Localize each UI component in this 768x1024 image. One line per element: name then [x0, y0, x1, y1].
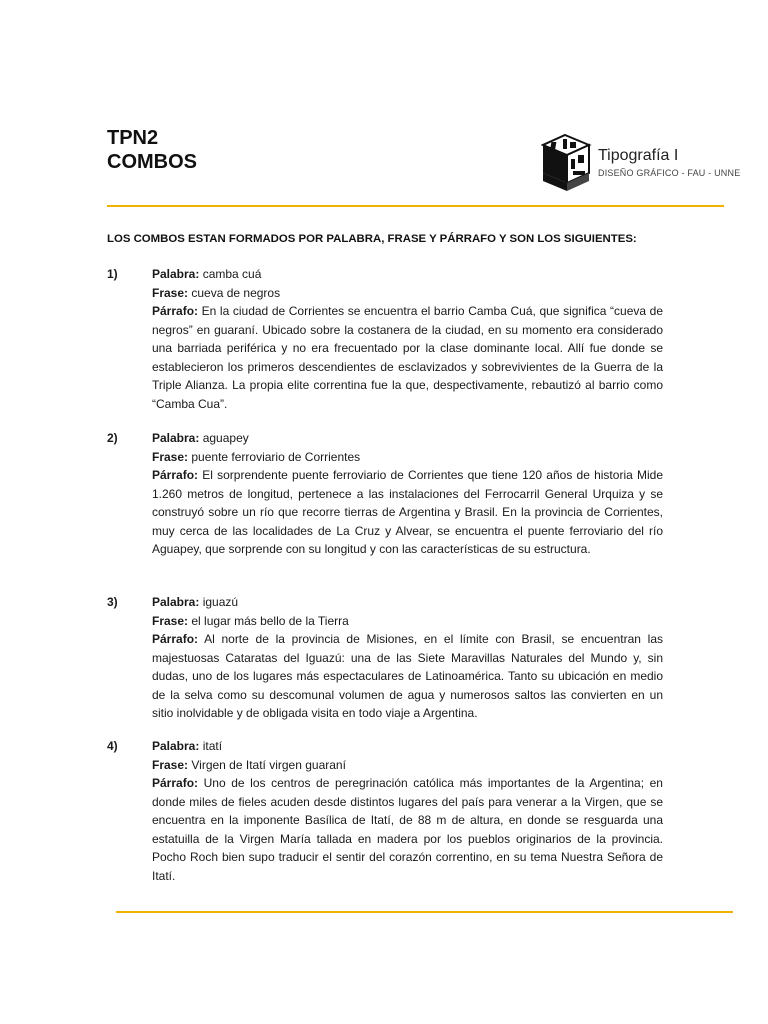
palabra-row — [152, 265, 663, 284]
combo-number: 3) — [107, 595, 118, 609]
parrafo-row — [152, 466, 663, 559]
combo-number: 4) — [107, 739, 118, 753]
title-line-2: COMBOS — [107, 151, 197, 173]
palabra-value: iguazú — [202, 595, 239, 609]
frase-row — [152, 612, 663, 631]
palabra-label: Palabra: — [152, 267, 200, 281]
parrafo-label: Párrafo: — [152, 632, 199, 646]
frase-row — [152, 756, 663, 775]
frase-label: Frase: — [152, 613, 189, 628]
frase-value: Virgen de Itatí virgen guaraní — [191, 757, 346, 772]
parrafo-label: Párrafo: — [152, 304, 199, 318]
logo-title: Tipografía I — [598, 147, 679, 164]
bottom-divider — [116, 911, 733, 913]
parrafo-label: Párrafo: — [152, 468, 199, 482]
intro-heading: LOS COMBOS ESTAN FORMADOS POR PALABRA, FRASE Y PÁRRAFO Y SON LOS SIGUIENTES: — [107, 233, 637, 245]
frase-value: puente ferroviario de Corrientes — [191, 449, 361, 464]
palabra-row — [152, 429, 663, 448]
palabra-row — [152, 737, 663, 756]
combo-body — [152, 265, 663, 413]
frase-value: cueva de negros — [191, 285, 281, 300]
parrafo-row — [152, 302, 663, 413]
combo-body — [152, 737, 663, 885]
frase-row — [152, 448, 663, 467]
parrafo-row — [152, 774, 663, 885]
frase-label: Frase: — [152, 449, 189, 464]
logo-subtitle: DISEÑO GRÁFICO - FAU - UNNE — [598, 168, 741, 178]
palabra-label: Palabra: — [152, 595, 200, 609]
palabra-row — [152, 593, 663, 612]
combo-body — [152, 429, 663, 559]
frase-row — [152, 284, 663, 303]
course-logo — [541, 133, 741, 193]
combo-number: 2) — [107, 431, 118, 445]
parrafo-value: Uno de los centros de peregrinación católica más importantes de la Argentina; en donde miles de fieles acuden desde distintos lugares del país para venerar a la Virgen, que se encuentra en la imponente Basílica de Itatí, de 88 m de altura, en donde se resguarda una estatuilla de la Virgen María tallada en madera por los pueblos originarios de la provincia. Pocho Roch bien supo traducir el sentir del corazón correntino, en su tema Nuestra Señora de Itatí. — [152, 776, 663, 883]
frase-value: el lugar más bello de la Tierra — [191, 613, 349, 628]
document-title — [107, 126, 197, 174]
title-line-1: TPN2 — [107, 127, 159, 149]
palabra-value: camba cuá — [202, 267, 262, 281]
isometric-type-block-icon — [541, 133, 595, 193]
combo-number: 1) — [107, 267, 118, 281]
parrafo-value: En la ciudad de Corrientes se encuentra el barrio Camba Cuá, que significa “cueva de negros” en guaraní. Ubicado sobre la costanera de la ciudad, en su momento era considerado una barriada periférica y no era frecuentado por la clase dominante local. Allí fue donde se establecieron los primeros descendientes de esclavizados y sobrevivientes de la Guerra de la Triple Alianza. La propia elite correntina fue la que, despectivamente, rebautizó al barrio como “Camba Cua”. — [152, 304, 663, 411]
frase-label: Frase: — [152, 285, 189, 300]
combo-body — [152, 593, 663, 723]
palabra-value: aguapey — [202, 431, 249, 445]
parrafo-row — [152, 630, 663, 723]
palabra-label: Palabra: — [152, 739, 200, 753]
frase-label: Frase: — [152, 757, 189, 772]
parrafo-value: El sorprendente puente ferroviario de Corrientes que tiene 120 años de historia Mide 1.260 metros de longitud, pertenece a las instalaciones del Ferrocarril General Urquiza y se construyó sobre un río que recorre tierras de Argentina y Brasil. En la provincia de Corrientes, muy cerca de las localidades de La Cruz y Alvear, se encuentra el puente ferroviario del río Aguapey, que sorprende con su longitud y con las características de su estructura. — [152, 468, 663, 556]
palabra-value: itatí — [202, 739, 223, 753]
top-divider — [107, 205, 724, 207]
parrafo-label: Párrafo: — [152, 776, 199, 790]
palabra-label: Palabra: — [152, 431, 200, 445]
parrafo-value: Al norte de la provincia de Misiones, en el límite con Brasil, se encuentran las majestuosas Cataratas del Iguazú: una de las Siete Maravillas Naturales del Mundo y, sin dudas, uno de los lugares más espectaculares de Latinoamérica. Tanto su ubicación en medio de la selva como su descomunal volumen de agua y numerosos saltos las convierten en un sitio inolvidable y de obligada visita en todo viaje a Argentina. — [152, 632, 664, 720]
